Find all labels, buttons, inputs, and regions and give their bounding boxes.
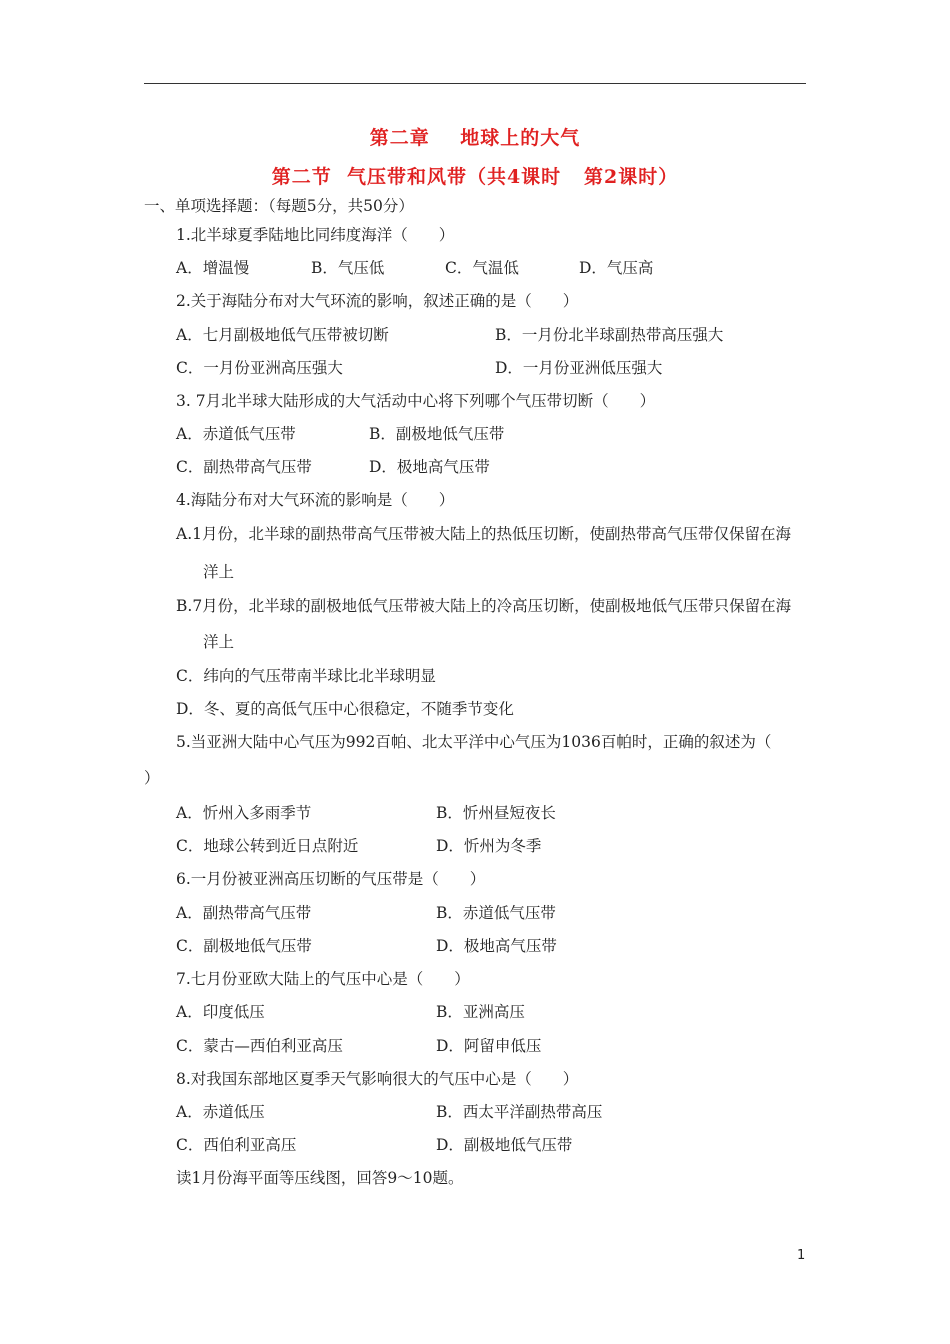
question-1-option-a: A．增温慢 xyxy=(176,259,250,277)
question-4-option-a-continued: 洋上 xyxy=(203,563,235,581)
question-5-option-d: D．忻州为冬季 xyxy=(436,837,542,855)
question-3-stem: 3. 7月北半球大陆形成的大气活动中心将下列哪个气压带切断（ ） xyxy=(176,392,656,410)
question-7-option-b: B．亚洲高压 xyxy=(436,1003,525,1021)
question-2-option-c: C．一月份亚洲高压强大 xyxy=(176,359,343,377)
question-3-option-c: C．副热带高气压带 xyxy=(176,458,312,476)
question-6-option-d: D．极地高气压带 xyxy=(436,937,557,955)
chapter-title: 第二章 地球上的大气 xyxy=(369,127,581,149)
question-7-stem: 7.七月份亚欧大陆上的气压中心是（ ） xyxy=(176,970,470,988)
question-1-stem: 1.北半球夏季陆地比同纬度海洋（ ） xyxy=(176,226,455,244)
question-2-option-a: A．七月副极地低气压带被切断 xyxy=(176,326,389,344)
question-6-option-a: A．副热带高气压带 xyxy=(176,904,312,922)
question-3-option-a: A．赤道低气压带 xyxy=(176,425,296,443)
question-4-option-c: C．纬向的气压带南半球比北半球明显 xyxy=(176,667,436,685)
question-7-option-d: D．阿留申低压 xyxy=(436,1037,542,1055)
question-8-stem: 8.对我国东部地区夏季天气影响很大的气压中心是（ ） xyxy=(176,1070,579,1088)
question-6-option-c: C．副极地低气压带 xyxy=(176,937,312,955)
question-2-option-b: B．一月份北半球副热带高压强大 xyxy=(495,326,724,344)
question-5-option-b: B．忻州昼短夜长 xyxy=(436,804,556,822)
question-8-option-b: B．西太平洋副热带高压 xyxy=(436,1103,603,1121)
question-8-option-d: D．副极地低气压带 xyxy=(436,1136,573,1154)
header-rule xyxy=(144,83,806,84)
page-number: 1 xyxy=(797,1248,806,1263)
question-6-stem: 6.一月份被亚洲高压切断的气压带是（ ） xyxy=(176,870,486,888)
question-1-option-d: D．气压高 xyxy=(579,259,654,277)
question-4-option-a: A.1月份，北半球的副热带高气压带被大陆上的热低压切断，使副热带高气压带仅保留在海 xyxy=(176,525,791,543)
question-5-option-c: C．地球公转到近日点附近 xyxy=(176,837,359,855)
question-2-option-d: D．一月份亚洲低压强大 xyxy=(495,359,663,377)
question-3-option-b: B．副极地低气压带 xyxy=(369,425,505,443)
question-8-option-a: A．赤道低压 xyxy=(176,1103,265,1121)
question-8-option-c: C．西伯利亚高压 xyxy=(176,1136,297,1154)
question-5-option-a: A．忻州入多雨季节 xyxy=(176,804,312,822)
question-7-option-a: A．印度低压 xyxy=(176,1003,265,1021)
question-4-option-b: B.7月份，北半球的副极地低气压带被大陆上的冷高压切断，使副极地低气压带只保留在海 xyxy=(176,597,792,615)
section-heading: 一、单项选择题：（每题5分，共50分） xyxy=(144,197,414,215)
question-4-option-d: D．冬、夏的高低气压中心很稳定，不随季节变化 xyxy=(176,700,514,718)
question-1-option-b: B．气压低 xyxy=(311,259,385,277)
question-4-option-b-continued: 洋上 xyxy=(203,633,235,651)
question-1-option-c: C．气温低 xyxy=(445,259,519,277)
question-5-stem: 5.当亚洲大陆中心气压为992百帕、北太平洋中心气压为1036百帕时，正确的叙述为（ xyxy=(176,733,772,751)
question-4-stem: 4.海陆分布对大气环流的影响是（ ） xyxy=(176,491,455,509)
reading-instruction: 读1月份海平面等压线图，回答9～10题。 xyxy=(176,1169,464,1187)
question-5-stem-continued: ） xyxy=(144,769,160,787)
question-3-option-d: D．极地高气压带 xyxy=(369,458,490,476)
question-7-option-c: C．蒙古—西伯利亚高压 xyxy=(176,1037,343,1055)
section-title: 第二节 气压带和风带（共4课时 第2课时） xyxy=(271,166,679,188)
question-2-stem: 2.关于海陆分布对大气环流的影响，叙述正确的是（ ） xyxy=(176,292,579,310)
question-6-option-b: B．赤道低气压带 xyxy=(436,904,556,922)
